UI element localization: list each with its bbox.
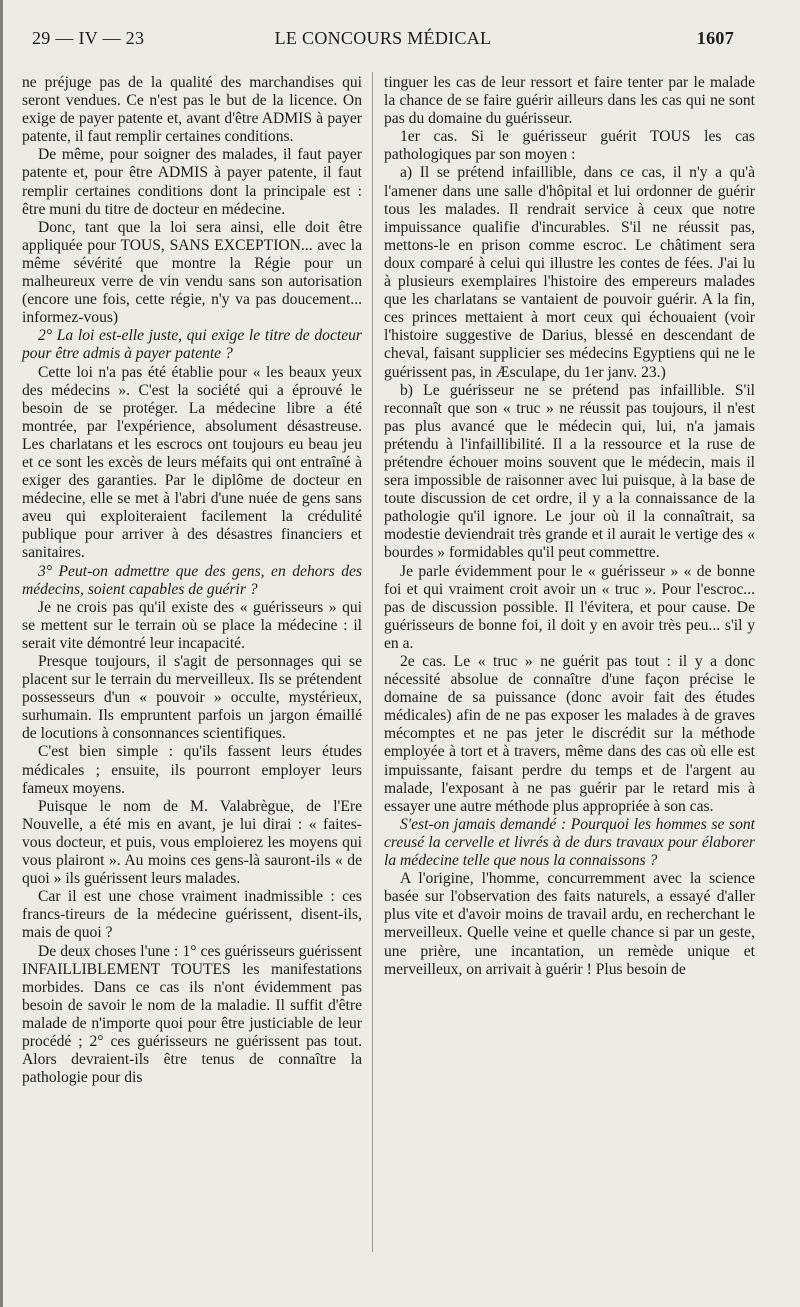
journal-title: LE CONCOURS MÉDICAL (274, 28, 492, 48)
section-question: 3° Peut-on admettre que des gens, en dehors des médecins, soient capables de guérir ? (22, 562, 362, 598)
paragraph: b) Le guérisseur ne se prétend pas infaillible. S'il reconnaît que son « truc » ne réussit pas toujours, il n'est pas plus avancé que le médecin qui, lui, n'a jamais prétendu à l'infaillibilité. Il a la ressource et la ruse de prétendre échouer moins souvent que le médecin, mais il sera impossible de raisonner avec lui puisque, à la base de toute discussion de cet ordre, il y a la connaissance de la pathologie qu'il ignore. Le jour où il la connaîtrait, sa modestie deviendrait très grande et il aurait le vertige des « bourdes » formidables qu'il peut commettre. (384, 381, 755, 562)
page-binding-edge (0, 0, 3, 1307)
paragraph: Donc, tant que la loi sera ainsi, elle doit être appliquée pour TOUS, SANS EXCEPTION... avec la même sévérité que montre la Régie pour un malheureux verre de vin vendu sans son autorisation (encore une fois, cette régie, n'y va pas doucement... informez-vous) (22, 218, 362, 327)
section-question: 2° La loi est-elle juste, qui exige le titre de docteur pour être admis à payer patente ? (22, 327, 362, 363)
paragraph: Cette loi n'a pas été établie pour « les beaux yeux des médecins ». C'est la société qui a éprouvé le besoin de se protéger. La médecine libre a été montrée, par l'expérience, absolument désastreuse. Les charlatans et les escrocs ont toujours eu beau jeu et ce sont les excès de leurs méfaits qui ont entraîné à exiger des garanties. Par le diplôme de docteur en médecine, elle se met à l'abri d'une nuée de gens sans aveu qui exploiteraient facilement la crédulité publique pour arriver à des désastres financiers et sanitaires. (22, 363, 362, 562)
left-column (22, 74, 362, 1087)
paragraph: a) Il se prétend infaillible, dans ce cas, il n'y a qu'à l'amener dans une salle d'hôpital et lui ordonner de guérir tous les malades. Il rendrait service à ceux que notre impuissance qualifie d'incurables. S'il ne réussit pas, mettons-le en prison comme escroc. Le châtiment sera doux comparé à celui qui illustre les contes de fées. J'ai lu à plusieurs exemplaires l'histoire des empereurs malades que les charlatans se vantaient de pouvoir guérir. A la fin, ces princes mettaient à mort ceux qui échouaient (voir l'histoire suggestive de Darius, blessé en descendant de cheval, faisant supplicier ses médecins Egyptiens qui ne le guérissent pas, in Æsculape, du 1er janv. 23.) (384, 164, 755, 381)
paragraph: ne préjuge pas de la qualité des marchandises qui seront vendues. Ce n'est pas le but de la licence. On exige de payer patente et, avant d'être ADMIS à payer patente, il faut remplir certaines conditions. (22, 74, 362, 146)
paragraph: De deux choses l'une : 1° ces guérisseurs guérissent INFAILLIBLEMENT TOUTES les manifestations morbides. Dans ce cas ils n'ont évidemment pas besoin de savoir le nom de la maladie. Il suffit d'être malade de n'importe quoi pour être justiciable de leur procédé ; 2° ces guérisseurs ne guérissent pas tout. Alors devraient-ils être tenus de connaître la pathologie pour dis (22, 942, 362, 1087)
page-header (32, 28, 734, 54)
section-question: S'est-on jamais demandé : Pourquoi les hommes se sont creusé la cervelle et livrés à de durs travaux pour élaborer la médecine telle que nous la connaissons ? (384, 815, 755, 870)
paragraph: 1er cas. Si le guérisseur guérit TOUS les cas pathologiques par son moyen : (384, 128, 755, 164)
paragraph: Presque toujours, il s'agit de personnages qui se placent sur le terrain du merveilleux. Ils se prétendent possesseurs d'un « pouvoir » occulte, mystérieux, surhumain. Ils empruntent parfois un jargon émaillé de locutions à consonnances scientifiques. (22, 653, 362, 743)
paragraph: A l'origine, l'homme, concurremment avec la science basée sur l'observation des faits naturels, a essayé d'aller plus vite et d'avoir moins de travail ardu, en recherchant le merveilleux. Quelle veine et quelle chance si par un geste, une prière, une incantation, un remède unique et merveilleux, on arrivait à guérir ! Plus besoin de (384, 870, 755, 978)
right-column (384, 74, 755, 979)
column-divider (372, 72, 373, 1252)
issue-date: 29 — IV — 23 (32, 28, 145, 48)
paragraph: 2e cas. Le « truc » ne guérit pas tout : il y a donc nécessité absolue de connaître d'une façon précise le domaine de sa puissance (donc avoir fait des études médicales) afin de ne pas exposer les malades à de graves mécomptes et ne pas jeter le discrédit sur la méthode employée à tort et à travers, même dans des cas où elle est impuissante, faisant perdre du temps et de l'argent au malade, l'exposant à ne pas guérir par le retard mis à essayer une autre méthode plus appropriée à son cas. (384, 653, 755, 815)
page-number: 1607 (696, 28, 734, 48)
paragraph: De même, pour soigner des malades, il faut payer patente et, pour être ADMIS à payer patente, il faut remplir certaines conditions dont la principale est : être muni du titre de docteur en médecine. (22, 146, 362, 218)
paragraph: Puisque le nom de M. Valabrègue, de l'Ere Nouvelle, a été mis en avant, je lui dirai : « faites-vous docteur, et puis, vous emploierez les moyens qui vous plairont ». Au moins ces gens-là sauront-ils « de quoi » ils guérissent leurs malades. (22, 797, 362, 888)
paragraph: tinguer les cas de leur ressort et faire tenter par le malade la chance de se faire guérir ailleurs dans les cas qui ne sont pas du domaine du guérisseur. (384, 74, 755, 128)
paragraph: Je parle évidemment pour le « guérisseur » « de bonne foi et qui vraiment croit avoir un « truc ». Pour l'escroc... pas de discussion possible. Il l'évitera, et pour cause. De guérisseurs de bonne foi, il doit y en avoir très peu... s'il y en a. (384, 562, 755, 652)
paragraph: Je ne crois pas qu'il existe des « guérisseurs » qui se mettent sur le terrain où se place la médecine : il serait vite démontré leur incapacité. (22, 598, 362, 652)
paragraph: C'est bien simple : qu'ils fassent leurs études médicales ; ensuite, ils pourront employer leurs fameux moyens. (22, 743, 362, 797)
paragraph: Car il est une chose vraiment inadmissible : ces francs-tireurs de la médecine guérissent, disent-ils, mais de quoi ? (22, 888, 362, 942)
